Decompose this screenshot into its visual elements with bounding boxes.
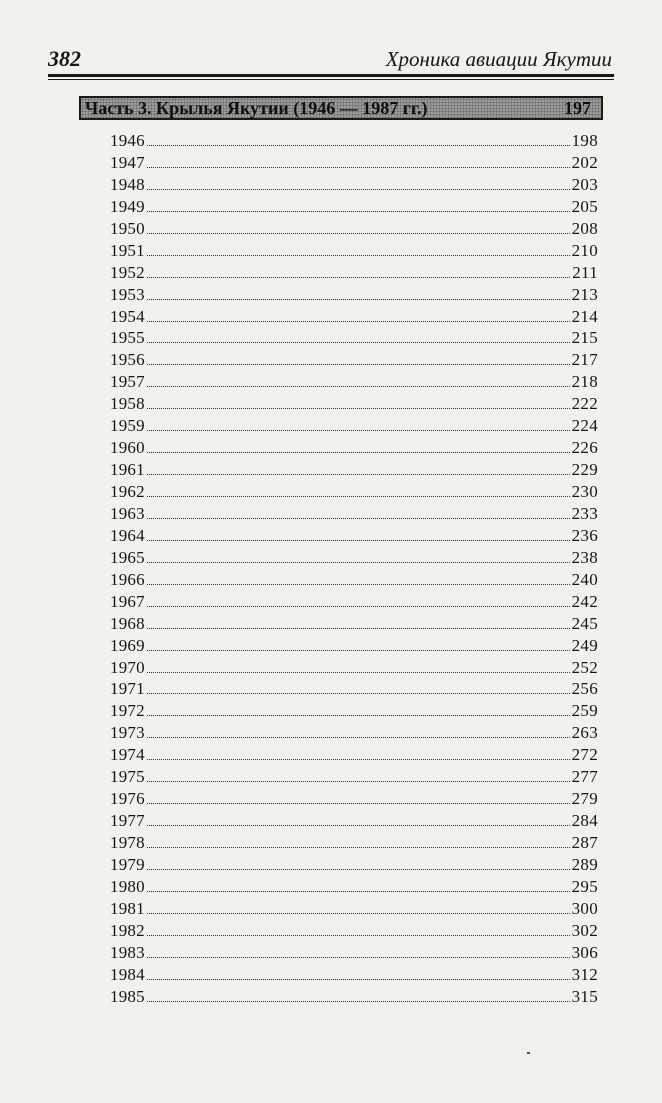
toc-entry-year: 1977 [110, 811, 145, 831]
dot-leader [147, 386, 570, 387]
toc-entry [110, 722, 598, 744]
toc-entry-page: 312 [571, 964, 598, 984]
toc-entry-year: 1982 [110, 920, 145, 940]
toc-entry-page: 259 [571, 701, 598, 721]
toc-entry-page: 302 [571, 920, 598, 940]
toc-entry-page: 205 [571, 196, 598, 216]
toc-entry [110, 569, 598, 591]
toc-entry-page: 277 [571, 767, 598, 787]
toc-entry-page: 203 [571, 174, 598, 194]
toc-entry-page: 272 [571, 745, 598, 765]
toc-entry-year: 1974 [110, 745, 145, 765]
dot-leader [147, 518, 570, 519]
toc-entry-page: 242 [571, 591, 598, 611]
dot-leader [147, 562, 570, 563]
toc-entry-page: 224 [571, 416, 598, 436]
toc-entry-page: 295 [571, 876, 598, 896]
toc-entry [110, 349, 598, 371]
dot-leader [147, 364, 570, 365]
toc-entry [110, 371, 598, 393]
dot-leader [147, 255, 570, 256]
toc-entry-page: 284 [571, 811, 598, 831]
toc-entry [110, 766, 598, 788]
toc-entry-year: 1957 [110, 372, 145, 392]
toc-entry-year: 1948 [110, 174, 145, 194]
dot-leader [147, 496, 570, 497]
toc-entry [110, 744, 598, 766]
toc-entry-year: 1972 [110, 701, 145, 721]
toc-entry-year: 1980 [110, 876, 145, 896]
dot-leader [147, 321, 570, 322]
toc-entry-year: 1978 [110, 833, 145, 852]
dot-leader [147, 342, 570, 343]
toc-entry [110, 393, 598, 415]
toc-entry-page: 306 [571, 942, 598, 962]
toc-entry [110, 547, 598, 569]
toc-entry [110, 503, 598, 525]
toc-entry-year: 1973 [110, 723, 145, 743]
dot-leader [147, 847, 570, 848]
toc-entry-year: 1952 [110, 262, 145, 282]
toc-entry-page: 198 [571, 131, 598, 150]
dot-leader [147, 233, 570, 234]
toc-entry [110, 591, 598, 613]
dot-leader [147, 737, 570, 738]
toc-entry-page: 202 [571, 152, 598, 172]
toc-entry-year: 1963 [110, 503, 145, 523]
dot-leader [147, 408, 570, 409]
toc-entry [110, 262, 598, 284]
toc-entry [110, 525, 598, 547]
toc-entry-year: 1958 [110, 394, 145, 414]
running-title: Хроника авиации Якутии [385, 47, 612, 71]
dot-leader [147, 584, 570, 585]
dot-leader [147, 759, 570, 760]
dot-leader [147, 167, 570, 168]
dot-leader [147, 277, 570, 278]
toc-entry [110, 481, 598, 503]
toc-entry [110, 130, 598, 152]
toc-entry-page: 218 [571, 372, 598, 392]
toc-entry [110, 613, 598, 635]
toc-entry [110, 700, 598, 722]
toc-entry [110, 218, 598, 240]
toc-entry-year: 1971 [110, 679, 145, 699]
toc-entry-year: 1953 [110, 284, 145, 304]
toc-entry-year: 1951 [110, 240, 145, 260]
toc-entry [110, 306, 598, 328]
toc-entry-year: 1960 [110, 438, 145, 458]
toc-entry-year: 1970 [110, 657, 145, 677]
toc-entry-year: 1947 [110, 152, 145, 172]
toc-entry-year: 1949 [110, 196, 145, 216]
toc-entry-year: 1962 [110, 482, 145, 501]
toc-entry-page: 289 [571, 854, 598, 874]
part-page-number: 197 [564, 98, 591, 118]
toc-entry-page: 226 [571, 438, 598, 458]
dot-leader [147, 1001, 570, 1002]
toc-entry-page: 245 [571, 613, 598, 633]
toc-entry-year: 1968 [110, 613, 145, 633]
toc-entry-page: 210 [571, 240, 598, 260]
toc-entry-page: 233 [571, 503, 598, 523]
toc-entry [110, 678, 598, 700]
toc-entry-year: 1965 [110, 547, 145, 567]
dot-leader [147, 913, 570, 914]
part-title: Часть 3. Крылья Якутии (1946 — 1987 гг.) [85, 98, 428, 118]
toc-entry [110, 898, 598, 920]
toc-entry-year: 1966 [110, 569, 145, 589]
dot-leader [147, 628, 570, 629]
toc-entry-page: 215 [571, 328, 598, 348]
toc-entry-year: 1946 [110, 131, 145, 150]
page-number: 382 [48, 46, 81, 71]
toc-entry-page: 287 [571, 833, 598, 852]
dot-leader [147, 935, 570, 936]
toc-entry-page: 211 [572, 262, 598, 282]
toc-entry-year: 1956 [110, 350, 145, 370]
dot-leader [147, 650, 570, 651]
toc-entry [110, 788, 598, 810]
dot-leader [147, 474, 570, 475]
toc-entry-year: 1983 [110, 942, 145, 962]
toc-entry [110, 986, 598, 1008]
toc-entry-page: 229 [571, 460, 598, 480]
toc-entry [110, 327, 598, 349]
print-speck [527, 1052, 530, 1054]
toc-entry [110, 964, 598, 986]
toc-entry-page: 236 [571, 525, 598, 545]
toc-entry-page: 230 [571, 482, 598, 501]
dot-leader [147, 979, 570, 980]
toc-entry-year: 1955 [110, 328, 145, 348]
dot-leader [147, 606, 570, 607]
header-rule-thick [48, 74, 614, 77]
toc-entry [110, 284, 598, 306]
dot-leader [147, 825, 570, 826]
toc-entry [110, 174, 598, 196]
toc-entry [110, 635, 598, 657]
dot-leader [147, 189, 570, 190]
dot-leader [147, 540, 570, 541]
dot-leader [147, 672, 570, 673]
toc-entry-year: 1954 [110, 306, 145, 326]
toc-entry-year: 1985 [110, 986, 145, 1006]
toc-entry-year: 1961 [110, 460, 145, 480]
toc-entry-page: 222 [571, 394, 598, 414]
toc-entry [110, 942, 598, 964]
toc-entry [110, 657, 598, 679]
toc-entry-page: 240 [571, 569, 598, 589]
dot-leader [147, 693, 570, 694]
toc-entry [110, 459, 598, 481]
toc-entry-year: 1950 [110, 218, 145, 238]
toc-entry-page: 256 [571, 679, 598, 699]
toc-entry-year: 1959 [110, 416, 145, 436]
toc-entry [110, 437, 598, 459]
toc-entry-page: 213 [571, 284, 598, 304]
toc-entry [110, 415, 598, 437]
toc-entry-year: 1976 [110, 789, 145, 809]
toc-entry-page: 214 [571, 306, 598, 326]
toc-entry-page: 208 [571, 218, 598, 238]
toc-entry [110, 876, 598, 898]
toc-entry [110, 832, 598, 854]
dot-leader [147, 891, 570, 892]
toc-entry-page: 252 [571, 657, 598, 677]
header-rule-thin [48, 79, 614, 80]
toc-entry [110, 810, 598, 832]
toc-entry [110, 240, 598, 262]
dot-leader [147, 430, 570, 431]
toc-entry-page: 300 [571, 898, 598, 918]
toc-entry-year: 1979 [110, 854, 145, 874]
toc-entry-page: 217 [571, 350, 598, 370]
toc-list [110, 130, 598, 1008]
toc-entry-page: 249 [571, 635, 598, 655]
dot-leader [147, 145, 570, 146]
toc-entry-year: 1984 [110, 964, 145, 984]
toc-entry-page: 263 [571, 723, 598, 743]
dot-leader [147, 299, 570, 300]
toc-entry-year: 1964 [110, 525, 145, 545]
toc-entry-year: 1981 [110, 898, 145, 918]
dot-leader [147, 803, 570, 804]
dot-leader [147, 715, 570, 716]
toc-entry [110, 854, 598, 876]
toc-entry-page: 279 [571, 789, 598, 809]
toc-entry-year: 1969 [110, 635, 145, 655]
dot-leader [147, 957, 570, 958]
dot-leader [147, 211, 570, 212]
toc-entry-page: 238 [571, 547, 598, 567]
toc-entry-page: 315 [571, 986, 598, 1006]
toc-entry [110, 196, 598, 218]
dot-leader [147, 869, 570, 870]
toc-entry-year: 1975 [110, 767, 145, 787]
part-heading-bar [79, 96, 603, 120]
dot-leader [147, 781, 570, 782]
toc-entry [110, 152, 598, 174]
dot-leader [147, 452, 570, 453]
toc-entry-year: 1967 [110, 591, 145, 611]
toc-entry [110, 920, 598, 942]
